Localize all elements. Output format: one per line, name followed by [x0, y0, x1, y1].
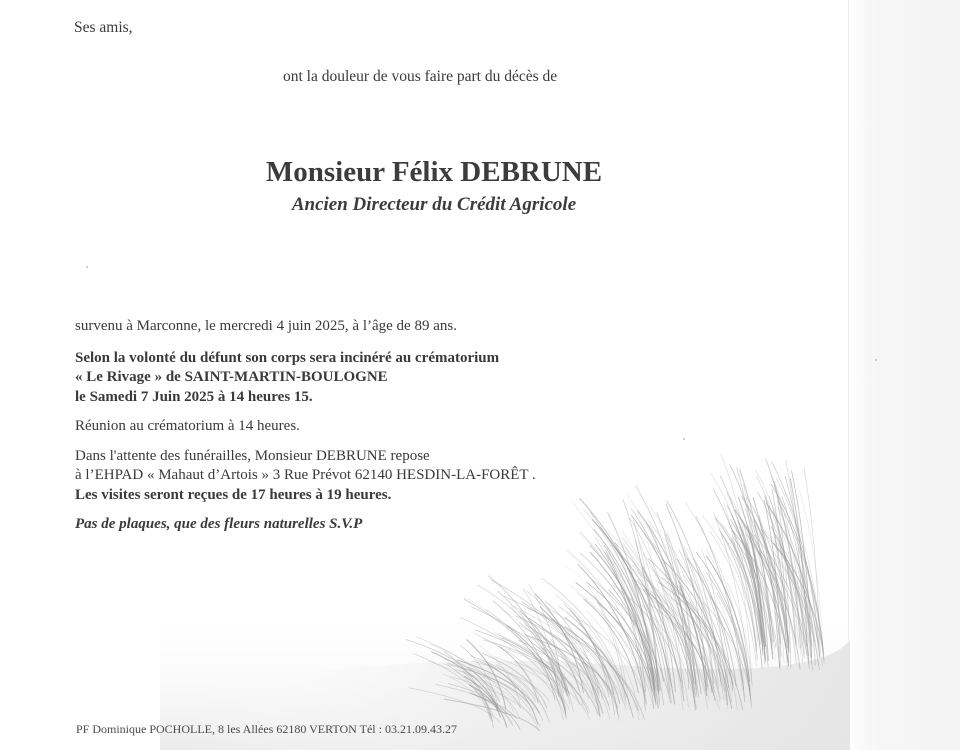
- deceased-name: Monsieur Félix DEBRUNE: [265, 156, 603, 188]
- scan-speck: [875, 359, 877, 361]
- repose-line-1: Dans l'attente des funérailles, Monsieur DEBRUNE repose: [75, 447, 430, 464]
- scan-speck: [86, 266, 88, 268]
- scan-speck: [683, 438, 685, 440]
- intro-line: ont la douleur de vous faire part du décès de: [283, 68, 558, 85]
- death-notice: survenu à Marconne, le mercredi 4 juin 2025, à l’âge de 89 ans.: [75, 318, 457, 334]
- funeral-home-footer: PF Dominique POCHOLLE, 8 les Allées 62180 VERTON Tél : 03.21.09.43.27: [76, 722, 457, 736]
- meeting-notice: Réunion au crématorium à 14 heures.: [75, 418, 300, 434]
- deceased-title: Ancien Directeur du Crédit Agricole: [291, 194, 577, 215]
- repose-line-2: à l’EHPAD « Mahaut d’Artois » 3 Rue Prévot 62140 HESDIN-LA-FORÊT .: [75, 467, 536, 483]
- flowers-note: Pas de plaques, que des fleurs naturelles S.V.P: [75, 516, 363, 532]
- cremation-line-2: « Le Rivage » de SAINT-MARTIN-BOULOGNE: [75, 369, 388, 385]
- visiting-hours: Les visites seront reçues de 17 heures à 19 heures.: [75, 486, 392, 503]
- announcement-body: [75, 317, 536, 535]
- cremation-line-3: le Samedi 7 Juin 2025 à 14 heures 15.: [75, 388, 313, 405]
- cremation-line-1: Selon la volonté du défunt son corps sera incinéré au crématorium: [75, 349, 500, 366]
- greeting: Ses amis,: [74, 19, 133, 36]
